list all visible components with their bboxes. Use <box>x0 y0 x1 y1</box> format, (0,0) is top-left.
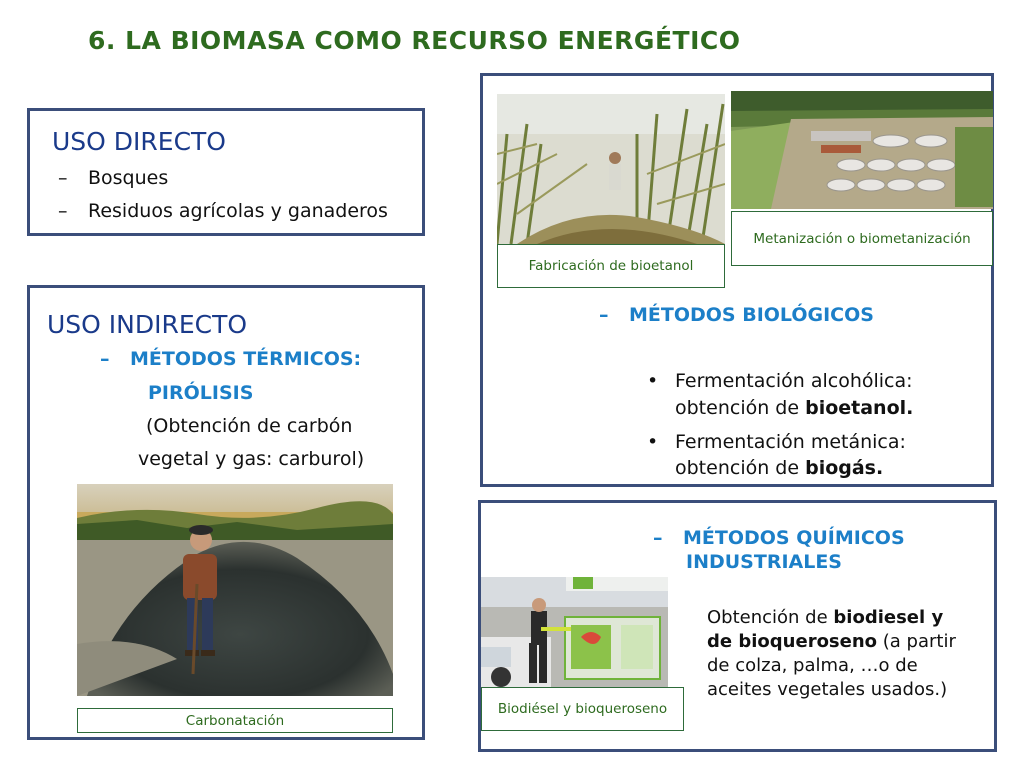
biometanizacion-photo <box>731 91 993 209</box>
metodos-quimicos-label: – MÉTODOS QUÍMICOS <box>653 527 905 549</box>
biometanizacion-caption: Metanización o biometanización <box>731 211 993 266</box>
fermentacion-metanica-line1: Fermentación metánica: <box>675 431 906 453</box>
fermentacion-metanica-line2: obtención de biogás. <box>675 457 884 479</box>
biodiesel-photo <box>481 577 668 687</box>
carbonatacion-caption: Carbonatación <box>77 708 393 733</box>
metodos-biologicos-label: – MÉTODOS BIOLÓGICOS <box>599 304 874 326</box>
metodos-termicos-label: – MÉTODOS TÉRMICOS: <box>100 348 362 370</box>
pirolisis-desc-line2: vegetal y gas: carburol) <box>138 448 365 470</box>
fermentacion-alcoholica-line1: Fermentación alcohólica: <box>675 370 913 392</box>
pirolisis-desc-line1: (Obtención de carbón <box>146 415 353 437</box>
uso-directo-box <box>27 108 425 236</box>
dash-icon: – <box>653 527 663 549</box>
uso-directo-heading: USO DIRECTO <box>52 127 226 156</box>
bioetanol-photo <box>497 94 725 244</box>
uso-indirecto-box <box>27 285 425 740</box>
biodiesel-caption: Biodiésel y bioqueroseno <box>481 687 684 731</box>
quimicos-desc-line3: de colza, palma, …o de <box>707 655 918 676</box>
bullet-icon: • <box>647 431 659 453</box>
dash-icon: – <box>58 200 68 222</box>
quimicos-desc-line4: aceites vegetales usados.) <box>707 679 948 700</box>
pirolisis-label: PIRÓLISIS <box>148 382 254 404</box>
bioetanol-caption: Fabricación de bioetanol <box>497 244 725 288</box>
industriales-label: INDUSTRIALES <box>686 551 842 573</box>
list-item-residuos: – Residuos agrícolas y ganaderos <box>58 200 388 222</box>
uso-indirecto-heading: USO INDIRECTO <box>47 310 248 339</box>
carbonatacion-photo <box>77 484 393 696</box>
quimicos-box <box>478 500 997 752</box>
biologicos-box <box>480 73 994 487</box>
quimicos-desc-line1: Obtención de biodiesel y <box>707 607 944 628</box>
dash-icon: – <box>58 167 68 189</box>
quimicos-desc-line2: de bioqueroseno (a partir <box>707 631 956 652</box>
fermentacion-alcoholica-line2: obtención de bioetanol. <box>675 397 914 419</box>
dash-icon: – <box>100 348 110 370</box>
dash-icon: – <box>599 304 609 326</box>
bullet-icon: • <box>647 370 659 392</box>
page-title: 6. LA BIOMASA COMO RECURSO ENERGÉTICO <box>88 26 741 55</box>
list-item-bosques: – Bosques <box>58 167 169 189</box>
